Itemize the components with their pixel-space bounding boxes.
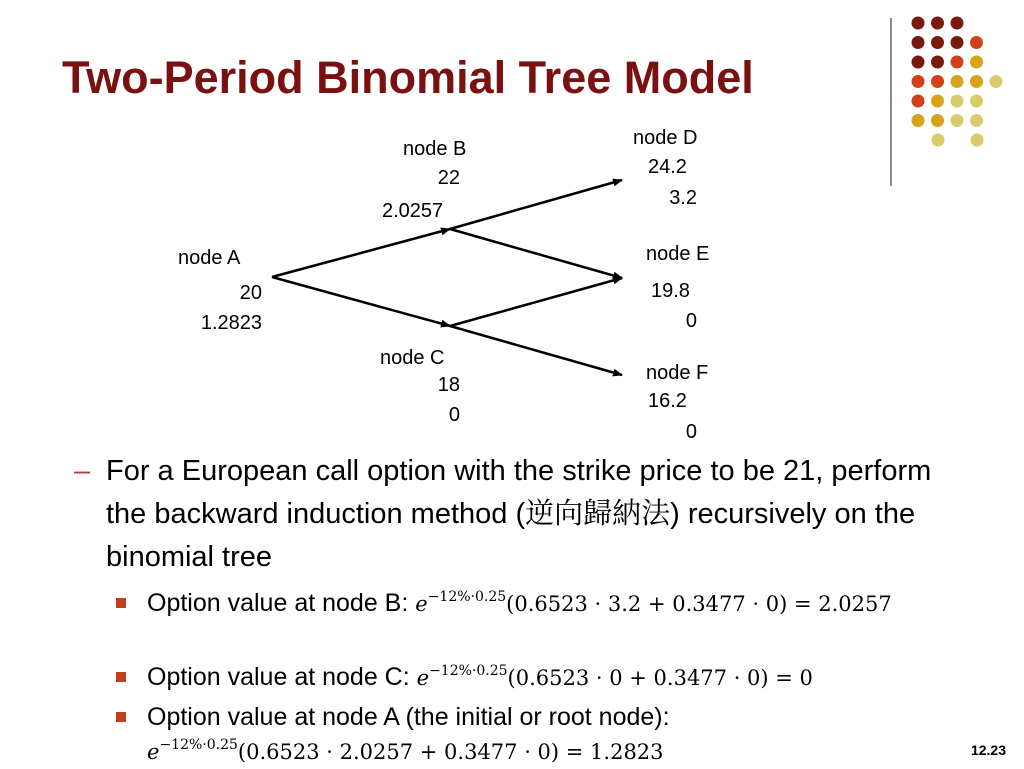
main-bullet-text: For a European call option with the strike price to be 21, perform the backward induction method (逆向歸納法) recursively on the binomial tree [106,455,932,573]
formula-expression: (0.6523 · 2.0257 + 0.3477 · 0) = 1.2823 [237,740,664,764]
node-a-price: 20 [239,282,262,304]
formula-base: e [415,592,428,616]
slide-number: 12.23 [970,742,1006,758]
node-b-option-value: 2.0257 [382,200,444,222]
node-e-price: 19.8 [651,280,690,302]
node-d-label: node D [633,127,698,149]
square-bullet-icon [116,712,126,722]
node-c-option-value: 0 [448,404,460,426]
formula [147,737,664,764]
node-c-label: node C [380,347,445,369]
node-b-price: 22 [437,167,460,189]
edge-b-e [450,229,622,278]
formula-expression: (0.6523 · 0 + 0.3477 · 0) = 0 [507,666,813,690]
node-b-label: node B [403,138,467,160]
slide-title: Two-Period Binomial Tree Model [62,52,754,103]
node-f-option-value: 0 [685,421,697,443]
sub-bullet-text: Option value at node B: [147,589,416,617]
formula [415,589,892,616]
square-bullet-icon [116,672,126,682]
node-f-label: node F [646,362,709,384]
edge-a-c [272,277,450,326]
node-a-label: node A [178,247,241,269]
formula-base: e [147,740,160,764]
formula-expression: (0.6523 · 3.2 + 0.3477 · 0) = 2.0257 [506,592,892,616]
sub-bullet-text: Option value at node A (the initial or root node): [147,703,670,731]
edge-c-e [450,278,622,326]
edge-b-d [450,180,622,229]
formula-base: e [416,666,430,690]
edge-a-b [272,229,450,277]
sub-bullet-text: Option value at node C: [147,663,417,691]
formula [416,663,813,690]
node-e-label: node E [646,243,710,265]
dash-bullet-marker: – [74,455,91,487]
node-e-option-value: 0 [685,310,697,332]
formula-exponent: −12%·0.25 [429,663,508,679]
node-d-option-value: 3.2 [669,187,697,209]
node-c-price: 18 [437,374,460,396]
formula-exponent: −12%·0.25 [159,737,238,753]
formula-exponent: −12%·0.25 [427,589,507,605]
node-a-option-value: 1.2823 [200,312,262,334]
node-f-price: 16.2 [648,390,687,412]
node-d-price: 24.2 [648,156,687,178]
edge-c-f [450,326,622,375]
square-bullet-icon [116,598,126,608]
